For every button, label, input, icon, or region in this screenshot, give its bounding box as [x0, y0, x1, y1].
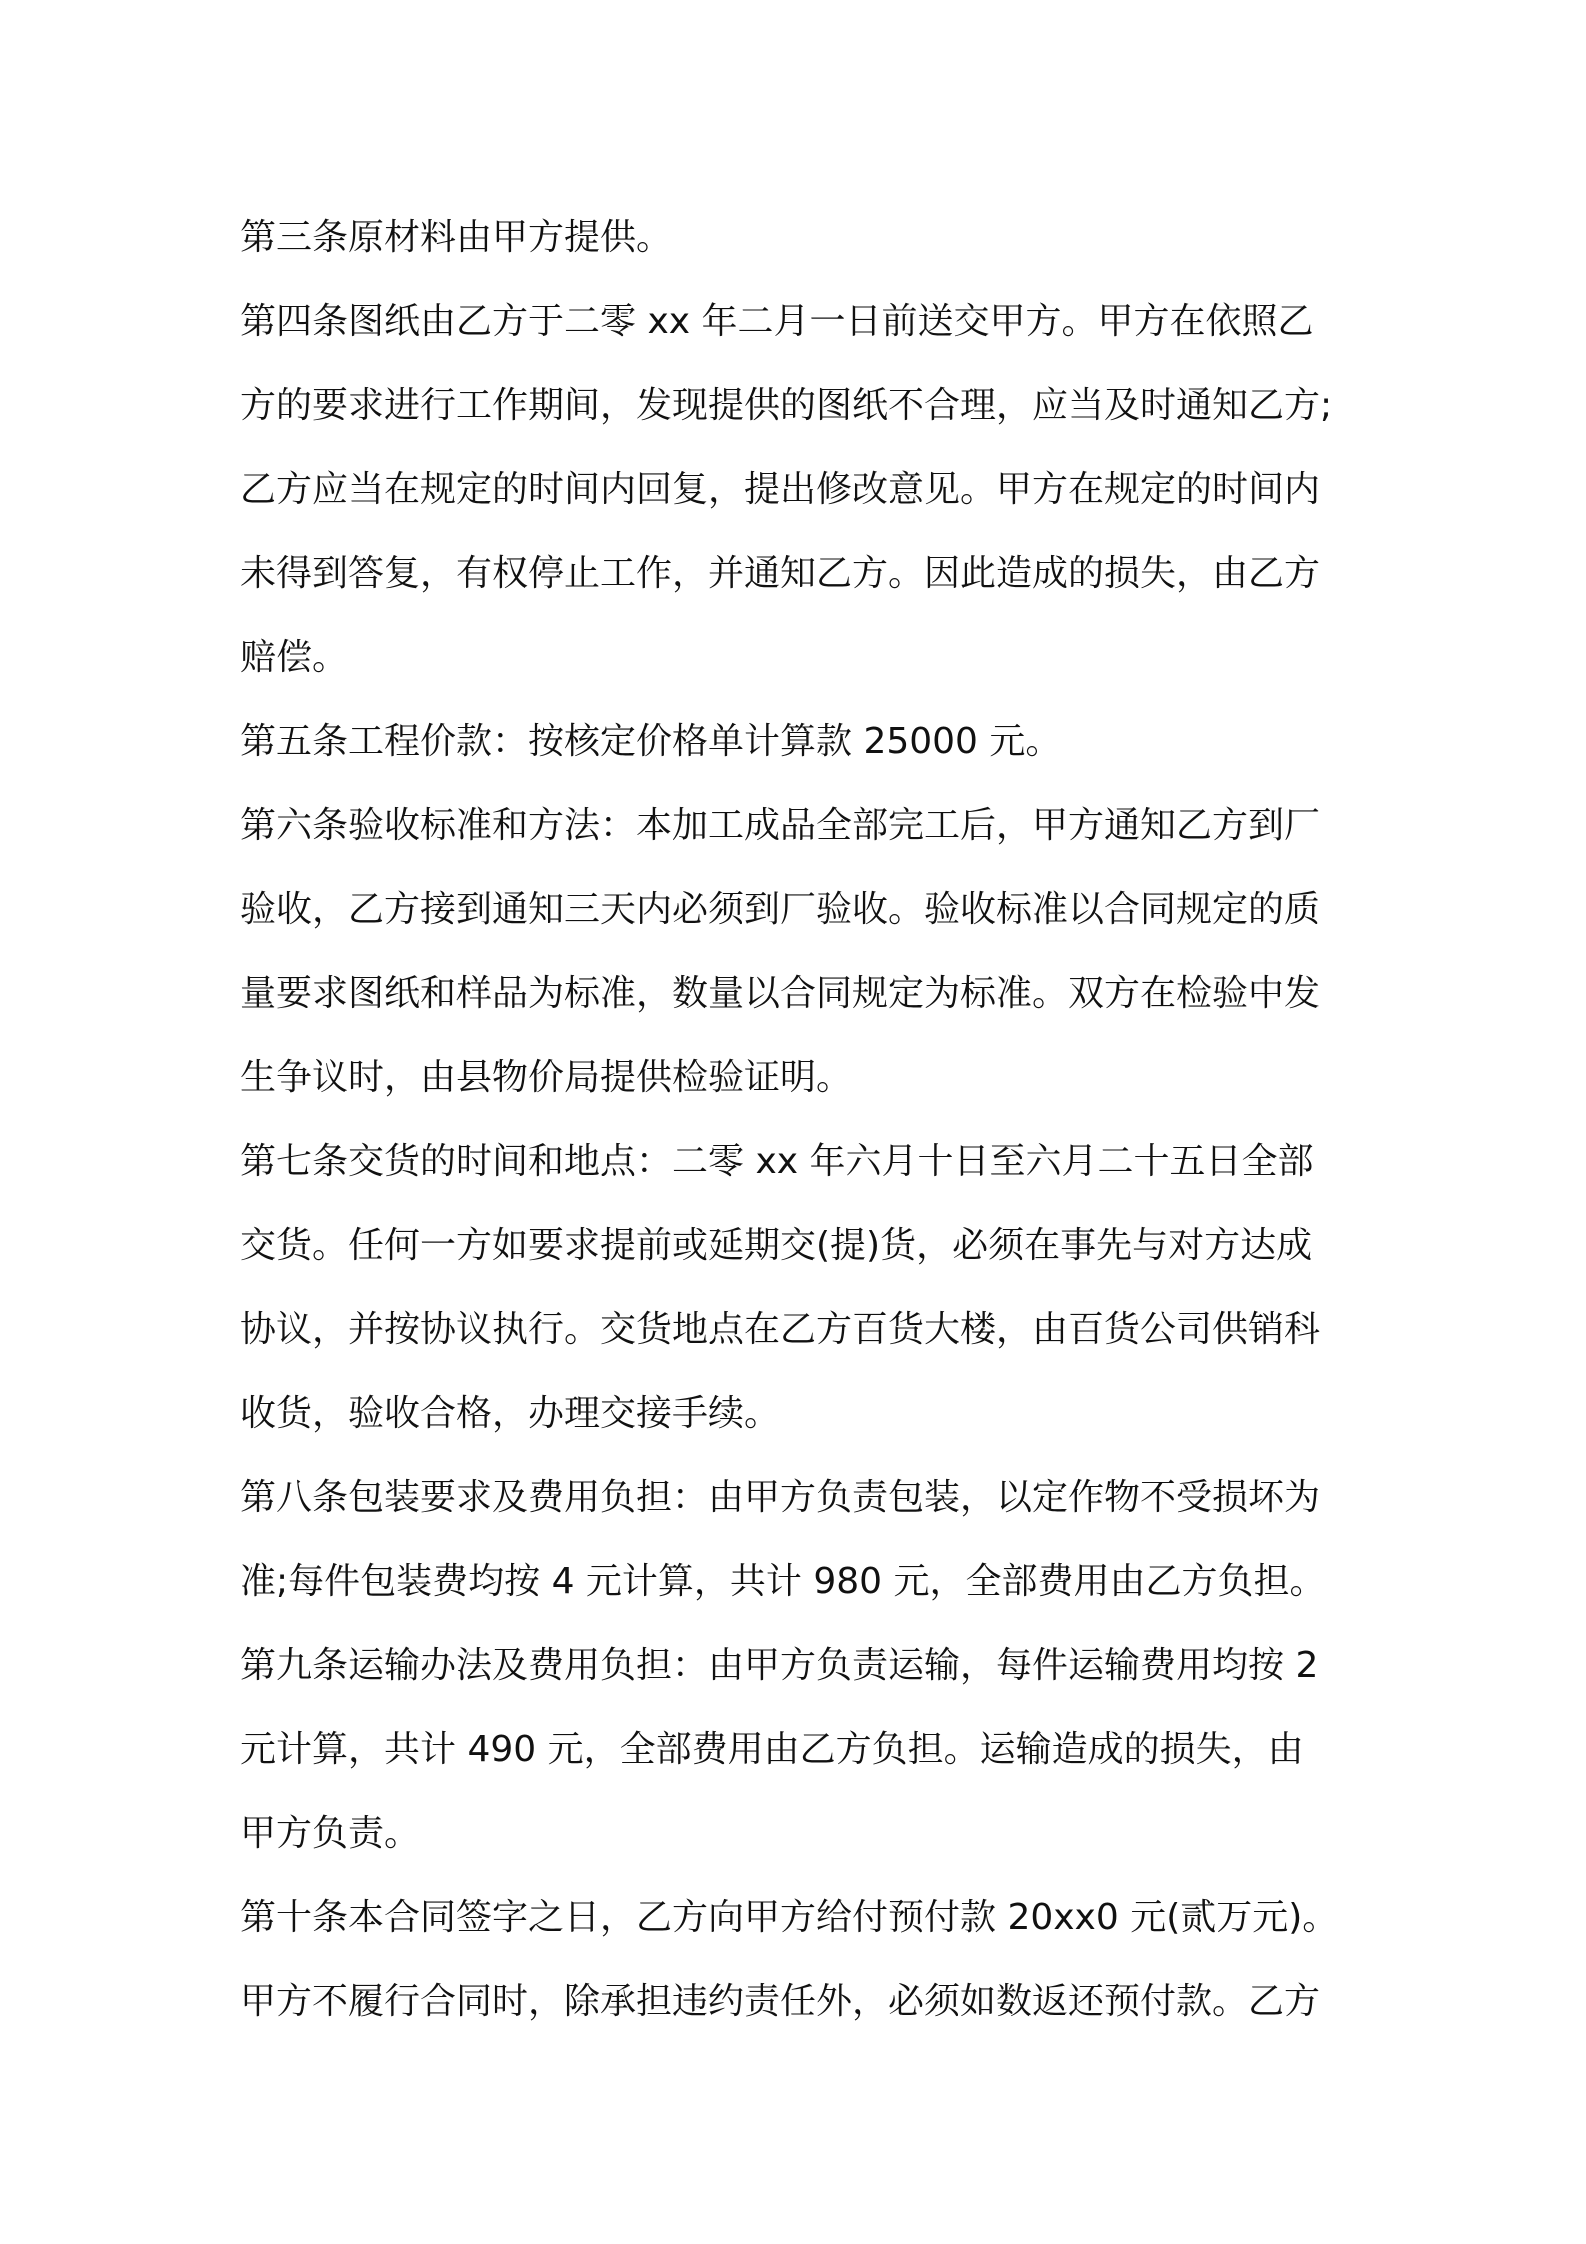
- article-10-paragraph: 第十条本合同签字之日，乙方向甲方给付预付款 20xx0 元(贰万元)。 甲方不履行合同时，除承担违约责任外，必须如数返还预付款。乙方: [240, 1897, 1339, 2022]
- article-5-paragraph: 第五条工程价款：按核定价格单计算款 25000 元。: [240, 721, 1062, 762]
- article-3-paragraph: 第三条原材料由甲方提供。: [240, 217, 673, 258]
- document-body: [240, 196, 1360, 2044]
- article-9-paragraph: 第九条运输办法及费用负担：由甲方负责运输，每件运输费用均按 2 元计算，共计 490 元，全部费用由乙方负担。运输造成的损失，由 甲方负责。: [240, 1645, 1319, 1854]
- article-7-paragraph: 第七条交货的时间和地点：二零 xx 年六月十日至六月二十五日全部 交货。任何一方如要求提前或延期交(提)货，必须在事先与对方达成 协议，并按协议执行。交货地点在乙方百货大楼，由百货公司供销科 收货，验收合格，办理交接手续。: [240, 1141, 1321, 1434]
- article-8-paragraph: 第八条包装要求及费用负担：由甲方负责包装，以定作物不受损坏为 准;每件包装费均按 4 元计算，共计 980 元，全部费用由乙方负担。: [240, 1477, 1326, 1602]
- article-6-paragraph: 第六条验收标准和方法：本加工成品全部完工后，甲方通知乙方到厂 验收，乙方接到通知三天内必须到厂验收。验收标准以合同规定的质 量要求图纸和样品为标准，数量以合同规定为标准。双方在检验中发 生争议时，由县物价局提供检验证明。: [240, 805, 1321, 1098]
- article-4-paragraph: 第四条图纸由乙方于二零 xx 年二月一日前送交甲方。甲方在依照乙 方的要求进行工作期间，发现提供的图纸不合理，应当及时通知乙方; 乙方应当在规定的时间内回复，提出修改意见。甲方在规定的时间内 未得到答复，有权停止工作，并通知乙方。因此造成的损失，由乙方 赔偿。: [240, 301, 1333, 678]
